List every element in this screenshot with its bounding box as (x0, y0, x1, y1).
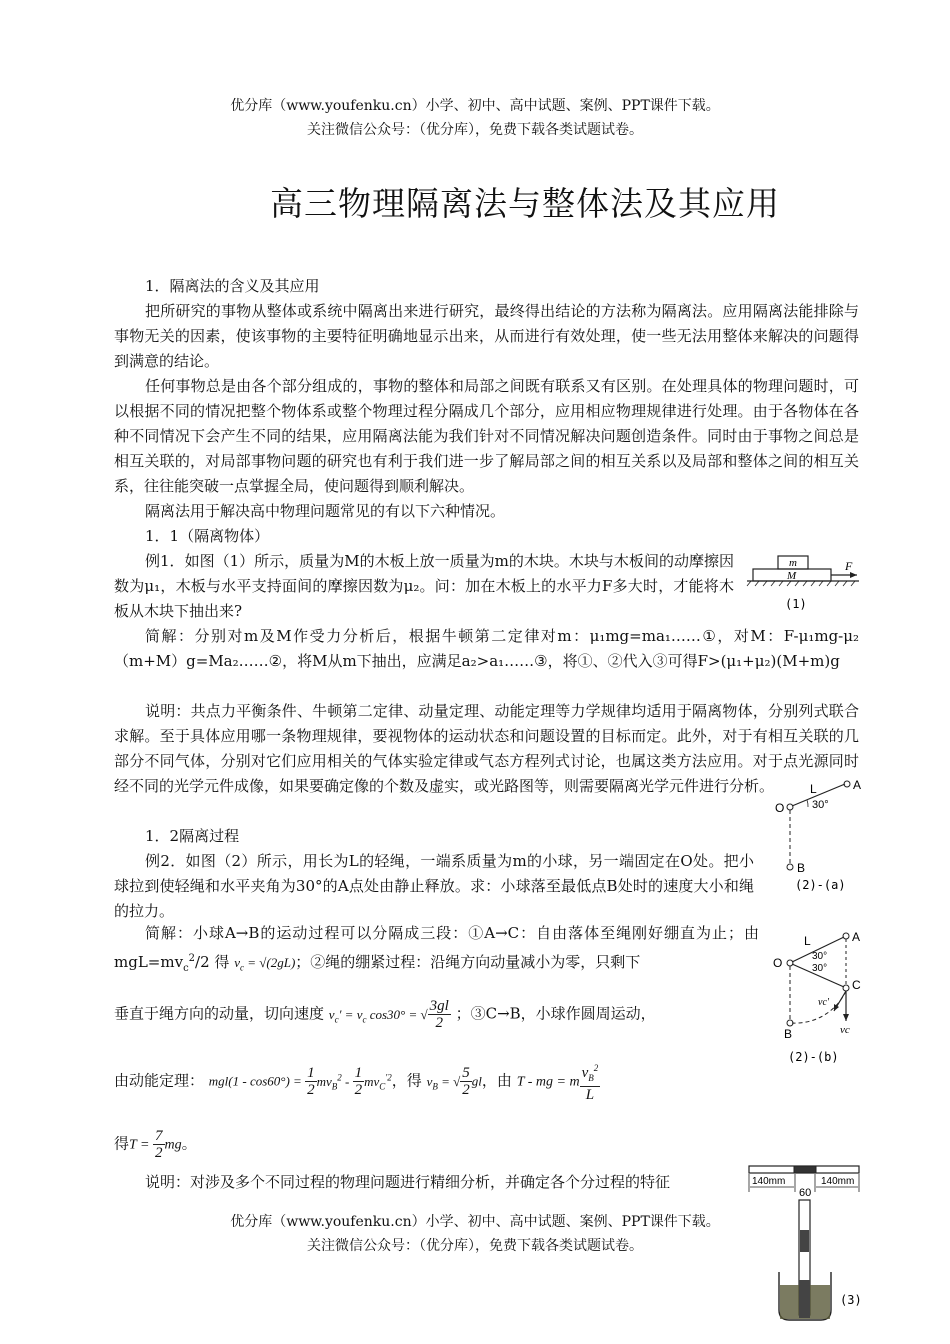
fig3-label-right: 140mm (821, 1176, 855, 1187)
fig2b-label-B: B (784, 1027, 793, 1041)
formula-tension: T - mg = m (516, 1074, 580, 1090)
solution-2-b (114, 998, 754, 1032)
header-line-1: 优分库（www.youfenku.cn）小学、初中、高中试题、案例、PPT课件下载。 (230, 98, 720, 114)
note-2-text: 说明：对涉及多个不同过程的物理问题进行精细分析，并确定各个分过程的特征 (145, 1173, 671, 1191)
paragraph-1: 把所研究的事物从整体或系统中隔离出来进行研究，最终得出结论的方法称为隔离法。应用隔离法能排除与事物无关的因素，使该事物的主要特征明确地显示出来，从而进行有效处理，使一些无法用整体来解决的问题得到满意的结论。 (114, 302, 859, 370)
fig2b-label-O: O (773, 956, 783, 970)
formula-vc: $v_c = √(2gL)$ (234, 955, 296, 973)
solution-1 (114, 624, 859, 674)
fraction-3gl-2: $\frac{3gl}{2}$ (429, 998, 449, 1031)
figure-2b (768, 925, 870, 1067)
formula-vc-prime: $v_c' = v_c$ cos30° = √ (328, 1006, 428, 1025)
section-1-1-heading: 1．1（隔离物体） (145, 527, 270, 545)
paragraph-2: 任何事物总是由各个部分组成的，事物的整体和局部之间既有联系又有区别。在处理具体的物理问题时，可以根据不同的情况把整个物体系或整个物理过程分隔成几个部分，应用相应物理规律进行处理。由于各物体在各种不同情况下会产生不同的结果，应用隔离法能为我们针对不同情况解决问题创造条件。同时由于事物之间总是相互关联的，对局部事物问题的研究也有利于我们进一步了解局部之间的相互关系以及局部和整体之间的相互关系，往往能突破一点掌握全局，使问题得到顺利解决。 (114, 377, 859, 495)
solution-2-part-f: ，得 (391, 1071, 422, 1090)
fig3-label-mid: 60 (799, 1187, 812, 1199)
figure-3 (745, 1160, 870, 1324)
fig2b-label-vc: vc (840, 1024, 850, 1036)
solution-2-part-a: 简解：小球A→B的运动过程可以分隔成三段：①A→C：自由落体至绳刚好绷直为止；由mgL=mv (114, 924, 759, 971)
figure-2a (770, 772, 870, 894)
fig2a-caption: (2)-(a) (795, 878, 846, 892)
formula-energy: mgl(1 - cos60°) = (208, 1073, 306, 1089)
section-1-heading: 1．隔离法的含义及其应用 (145, 277, 320, 295)
figure-1 (745, 550, 865, 616)
fig2b-label-angle-1: 30° (812, 951, 828, 962)
footer-line-1: 优分库（www.youfenku.cn）小学、初中、高中试题、案例、PPT课件下载。 (230, 1214, 720, 1230)
fig2a-label-angle: 30° (812, 799, 829, 811)
fig2a-label-O: O (775, 801, 785, 815)
solution-2-part-d: ；③C→B，小球作圆周运动， (455, 1004, 656, 1023)
fig2a-label-B: B (797, 861, 806, 875)
solution-2-c: 由动能定理： mgl(1 - cos60°) = $\frac{1}{2}$ $mv_B^2$ - $\frac{1}{2}$ $mv_C^{'2}$，得 $v_B$ = √ $\frac{5}{2}$ gl，由 T - mg = m $\frac{v_B^2}{L}$ (114, 1060, 774, 1103)
fig2b-label-C: C (852, 978, 861, 992)
fig2b-label-L: L (804, 934, 811, 948)
fig2b-label-A: A (852, 930, 861, 944)
example-1-text: 例1．如图（1）所示，质量为M的木板上放一质量为m的木块。木块与木板间的动摩擦因数为μ₁，木板与水平支持面间的摩擦因数为μ₂。问：加在木板上的水平力F多大时，才能将木板从木块下抽出来? (114, 552, 734, 620)
fig2b-caption: (2)-(b) (788, 1050, 839, 1064)
solution-1-text: 简解：分别对m及M作受力分析后，根据牛顿第二定律对m：μ₁mg=ma₁……①，对M：F-μ₁mg-μ₂（m+M）g=Ma₂……②，将M从m下抽出，应满足a₂>a₁……③，将①、②代入③可得F>(μ₁+μ₂)(M+m)g (114, 627, 859, 670)
formula-t-result: T = (129, 1137, 153, 1153)
solution-2-a: 简解：小球A→B的运动过程可以分隔成三段：①A→C：自由落体至绳刚好绷直为止；由$mgL=mv_c^2/2$ 得 $v_c = √(2gL)$；②绳的绷紧过程：沿绳方向动量减小为零，只剩下 (114, 924, 759, 974)
fig2a-label-L: L (810, 782, 817, 796)
fig1-caption: (1) (785, 597, 807, 611)
fig2b-label-vc-prime: vc' (818, 997, 830, 1008)
fig3-label-left: 140mm (752, 1176, 786, 1187)
note-1-top (114, 699, 862, 799)
note-2 (114, 1170, 744, 1195)
solution-2-part-h: 得 (114, 1134, 130, 1153)
section-1-2-heading: 1．2隔离过程 (145, 827, 240, 845)
solution-2-part-a2: /2 得 (195, 953, 230, 971)
example-2-text: 例2．如图（2）所示，用长为L的轻绳，一端系质量为m的小球，另一端固定在O处。把小球拉到使轻绳和水平夹角为30°的A点处由静止释放。求：小球落至最低点B处时的速度大小和绳的拉力。 (114, 852, 754, 920)
section-1 (114, 274, 859, 549)
fig2b-label-angle-2: 30° (812, 963, 828, 974)
fig3-caption: (3) (840, 1293, 862, 1307)
fig1-label-M: M (787, 570, 797, 582)
solution-2-d: 得T = $\frac{7}{2}$ mg。 (114, 1128, 197, 1161)
solution-2-part-e: 由动能定理： (114, 1071, 205, 1090)
solution-2-part-g: ，由 (481, 1071, 512, 1090)
footer-line-2: 关注微信公众号：（优分库），免费下载各类试题试卷。 (307, 1238, 643, 1254)
note-1-text: 说明：共点力平衡条件、牛顿第二定律、动量定理、动能定理等力学规律均适用于隔离物体，分别列式联合求解。至于具体应用哪一条物理规律，要视物体的运动状态和问题设置的目标而定。此外，对于有相互关联的几部分不同气体，分别对它们应用相关的气体实验定律或气态方程列式讨论，也属这类方法应用。对于点光源同时经不同的光学元件成像，如果要确定像的个数及虚实，或光路图等，则需要隔离光学元件进行分析。 (114, 702, 859, 795)
formula-vb: $v_B$ = √ (426, 1073, 461, 1092)
section-1-2 (114, 824, 754, 924)
solution-2-part-c: 垂直于绳方向的动量，切向速度 (114, 1004, 325, 1023)
solution-2-end: 。 (181, 1134, 197, 1153)
paragraph-3: 隔离法用于解决高中物理问题常见的有以下六种情况。 (145, 502, 506, 520)
fig1-label-m: m (789, 557, 797, 569)
page-title: 高三物理隔离法与整体法及其应用 (270, 184, 780, 223)
fig2a-label-A: A (853, 778, 862, 792)
example-1 (114, 549, 734, 624)
solution-2-part-b: ；②绳的绷紧过程：沿绳方向动量减小为零，只剩下 (295, 953, 641, 971)
fig1-label-F: F (845, 559, 853, 573)
header-line-2: 关注微信公众号：（优分库），免费下载各类试题试卷。 (307, 122, 643, 138)
